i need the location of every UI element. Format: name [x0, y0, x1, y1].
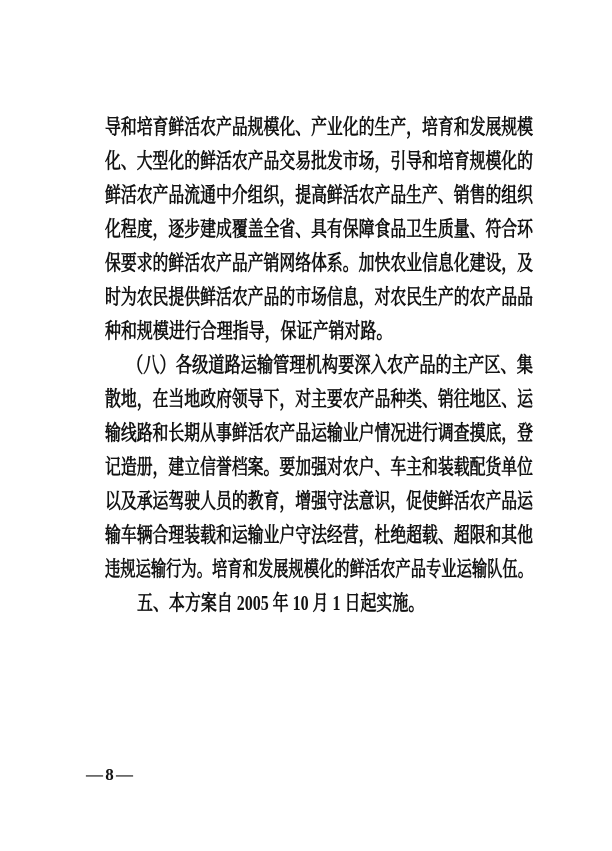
body-line: 鲜活农产品流通中介组织，提高鲜活农产品生产、销售的组织 [105, 183, 533, 207]
body-line: （八）各级道路运输管理机构要深入农产品的主产区、集 [127, 353, 533, 377]
body-line: 化程度，逐步建成覆盖全省、具有保障食品卫生质量、符合环 [105, 217, 533, 241]
body-line: 五、本方案自 2005 年 10 月 1 日起实施。 [137, 591, 425, 615]
paragraph-item-8 [105, 348, 533, 382]
body-line: 以及承运驾驶人员的教育，增强守法意识，促使鲜活农产品运 [105, 489, 533, 513]
body-text [105, 110, 533, 620]
body-line: 时为农民提供鲜活农产品的市场信息，对农民生产的农产品品 [105, 285, 533, 309]
paragraph-item-5 [105, 586, 533, 620]
body-line: 记造册，建立信誉档案。要加强对农户、车主和装载配货单位 [105, 455, 533, 479]
body-line: 保要求的鲜活农产品产销网络体系。加快农业信息化建设，及 [105, 251, 533, 275]
body-line: 输车辆合理装载和运输业户守法经营，杜绝超载、超限和其他 [105, 523, 533, 547]
paragraph-continuation [105, 110, 533, 144]
body-line: 散地，在当地政府领导下，对主要农产品种类、销往地区、运 [105, 387, 533, 411]
body-line: 化、大型化的鲜活农产品交易批发市场，引导和培育规模化的 [105, 149, 533, 173]
page-number: — 8 — [86, 765, 132, 784]
body-line: 输线路和长期从事鲜活农产品运输业户情况进行调查摸底，登 [105, 421, 533, 445]
body-line: 导和培育鲜活农产品规模化、产业化的生产，培育和发展规模 [105, 115, 533, 139]
body-line: 违规运输行为。培育和发展规模化的鲜活农产品专业运输队伍。 [105, 557, 533, 581]
body-line: 种和规模进行合理指导，保证产销对路。 [105, 319, 393, 343]
